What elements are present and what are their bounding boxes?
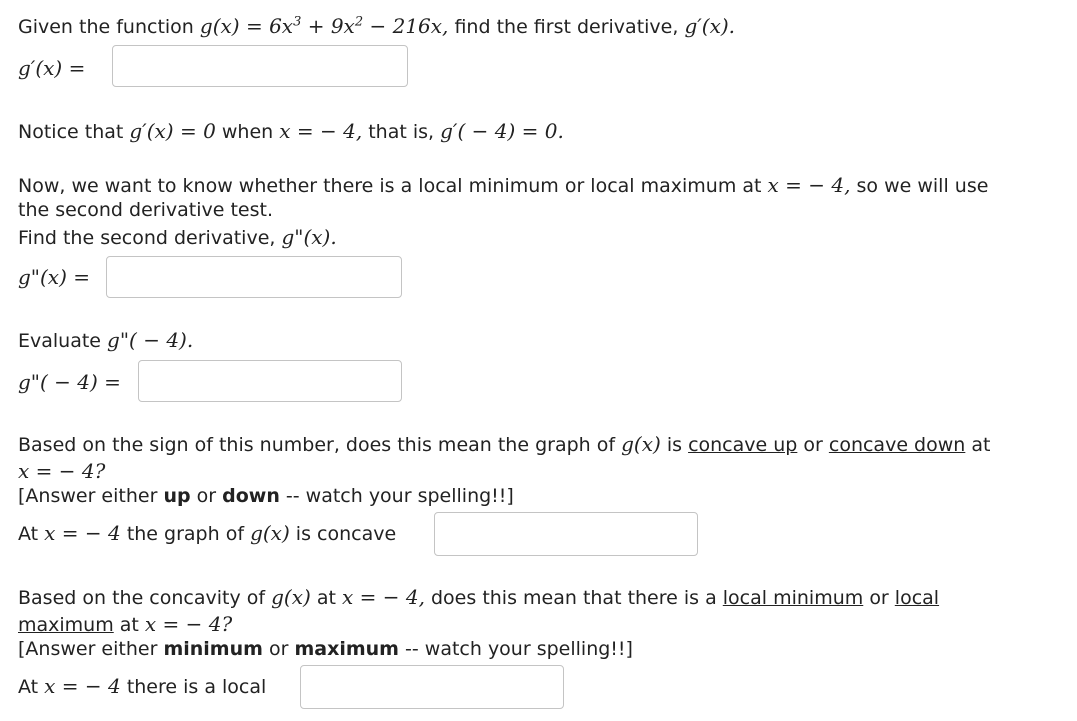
q3-answer-label: g"( − 4) = <box>18 370 121 394</box>
q5-instr-or: or <box>268 638 289 660</box>
q4-instr-open: [Answer either <box>18 485 158 507</box>
q5-instr-open: [Answer either <box>18 638 158 660</box>
concave-up-link[interactable]: concave up <box>688 434 798 456</box>
q5-instr-max: maximum <box>294 638 399 660</box>
q5-line2-expr: x = − 4? <box>144 612 233 636</box>
local-minimum-link[interactable]: local minimum <box>722 587 864 609</box>
q2-line1-suffix: so we will use <box>856 175 989 197</box>
q5-p4: or <box>869 587 889 609</box>
q4-p4: at <box>971 434 991 456</box>
q4-p2: is <box>666 434 683 456</box>
q1-target: g′(x). <box>684 14 736 38</box>
q4-expr: g(x) <box>621 432 661 456</box>
q5-line1 <box>18 585 939 609</box>
q5-line2 <box>18 612 232 636</box>
q4-line2 <box>18 459 105 483</box>
q2-line1 <box>18 173 988 197</box>
notice-expr3: g′( − 4) = 0. <box>440 119 564 143</box>
q4-instructions <box>18 485 514 507</box>
q2-line2: the second derivative test. <box>18 199 273 221</box>
q4-instr-up: up <box>163 485 191 507</box>
notice-expr2: x = − 4, <box>279 119 363 143</box>
extremum-type-input[interactable] <box>300 665 564 709</box>
q5-answer-label <box>18 674 266 698</box>
notice-line <box>18 119 564 143</box>
q1-answer-label: g′(x) = <box>18 56 86 80</box>
q1-prefix: Given the function <box>18 16 194 38</box>
q5-ans-suffix: there is a local <box>126 676 267 698</box>
q1-function-expression: $g(x) = 6x^3 + 9x^2 - 216x$, <box>199 14 449 38</box>
q4-line2-expr: x = − 4? <box>18 459 106 483</box>
q4-ans-suffix: is concave <box>295 523 397 545</box>
notice-when: when <box>221 121 274 143</box>
q2-line1-prefix: Now, we want to know whether there is a local minimum or local maximum at <box>18 175 762 197</box>
q1-prompt <box>18 14 735 38</box>
q4-p3: or <box>803 434 823 456</box>
q5-p2: at <box>316 587 336 609</box>
q3-prompt <box>18 328 193 352</box>
local-maximum-link-part1[interactable]: local <box>894 587 940 609</box>
q5-p5: at <box>119 614 139 636</box>
q4-ans-g: g(x) <box>250 521 290 545</box>
q2-answer-label: g"(x) = <box>18 265 91 289</box>
local-maximum-link-part2[interactable]: maximum <box>18 614 114 636</box>
q5-p3: does this mean that there is a <box>431 587 717 609</box>
q4-p1: Based on the sign of this number, does this mean the graph of <box>18 434 616 456</box>
concave-down-link[interactable]: concave down <box>828 434 966 456</box>
q5-expr: g(x) <box>271 585 311 609</box>
q5-instructions <box>18 638 633 660</box>
q2-line1-expr: x = − 4, <box>767 173 851 197</box>
second-derivative-value-input[interactable] <box>138 360 402 402</box>
q1-suffix: find the first derivative, <box>454 16 679 38</box>
q5-p1: Based on the concavity of <box>18 587 266 609</box>
q5-instr-min: minimum <box>163 638 263 660</box>
q4-ans-mid: the graph of <box>126 523 245 545</box>
q2-find <box>18 225 337 249</box>
q2-find-prefix: Find the second derivative, <box>18 227 276 249</box>
q5-instr-close: -- watch your spelling!!] <box>405 638 633 660</box>
q4-instr-or: or <box>196 485 217 507</box>
q4-ans-expr: x = − 4 <box>44 521 121 545</box>
notice-prefix: Notice that <box>18 121 124 143</box>
second-derivative-input[interactable] <box>106 256 402 298</box>
q4-answer-label <box>18 521 396 545</box>
q5-expr2: x = − 4, <box>342 585 425 609</box>
q5-ans-expr: x = − 4 <box>44 674 121 698</box>
q3-expr: g"( − 4). <box>107 328 194 352</box>
notice-expr1: g′(x) = 0 <box>129 119 216 143</box>
q3-prefix: Evaluate <box>18 330 101 352</box>
q4-line1 <box>18 432 990 456</box>
q4-instr-down: down <box>222 485 280 507</box>
notice-that-is: that is, <box>368 121 435 143</box>
q4-instr-close: -- watch your spelling!!] <box>285 485 514 507</box>
q4-ans-at: At <box>18 523 39 545</box>
q5-ans-at: At <box>18 676 39 698</box>
concavity-input[interactable] <box>434 512 698 556</box>
q2-find-expr: g"(x). <box>281 225 337 249</box>
first-derivative-input[interactable] <box>112 45 408 87</box>
